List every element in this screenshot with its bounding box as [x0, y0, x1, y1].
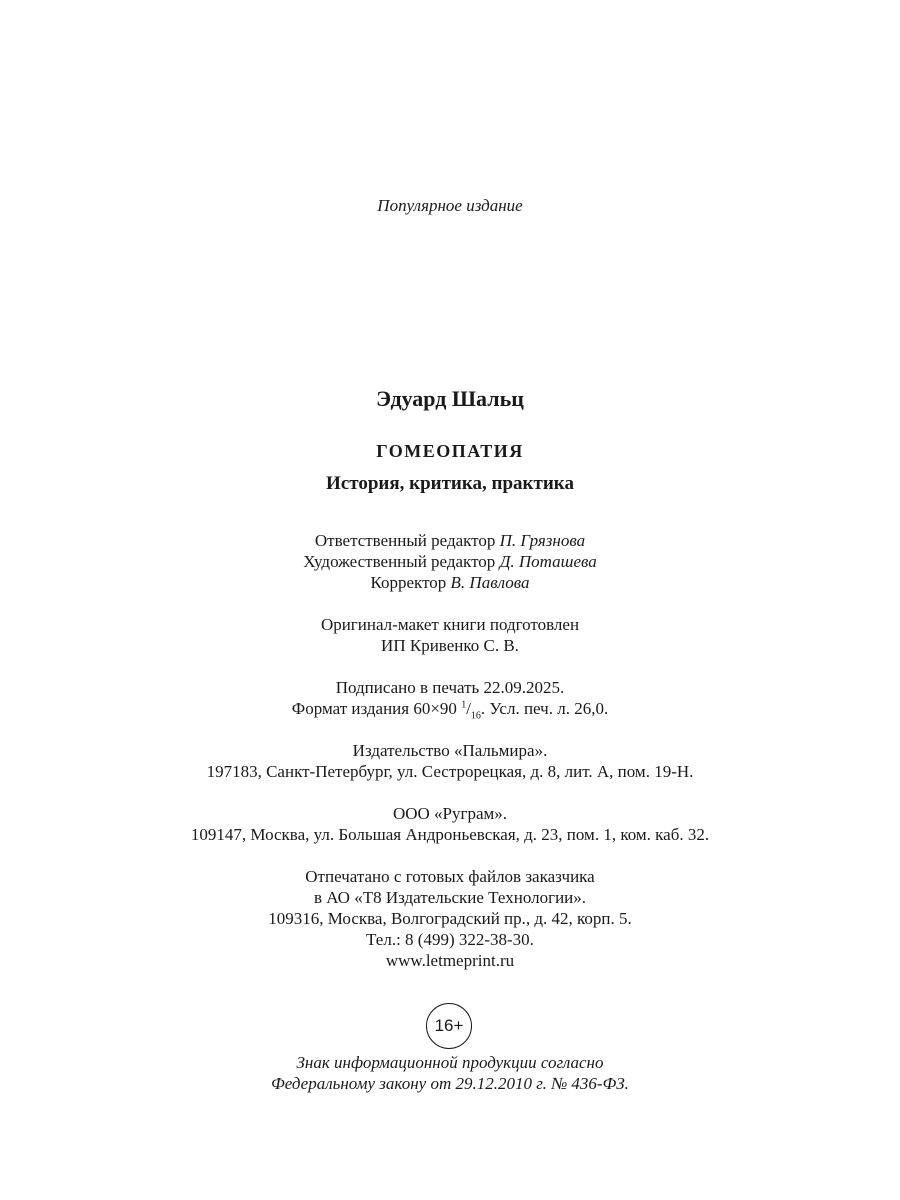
format-prefix: Формат издания 60×90: [291, 699, 462, 718]
format-fraction-denominator: 16: [470, 710, 481, 722]
printer-info: [0, 866, 900, 971]
format-suffix: . Усл. печ. л. 26,0.: [480, 699, 609, 718]
staff-name: П. Грязнова: [499, 531, 586, 550]
staff-credits: [0, 530, 900, 593]
layout-line: ИП Кривенко С. В.: [381, 636, 519, 655]
notice-line: Федеральному закону от 29.12.2010 г. № 436-ФЗ.: [271, 1074, 629, 1093]
edition-type: Популярное издание: [377, 196, 523, 215]
printer-website: www.letmeprint.ru: [385, 951, 515, 970]
publisher-address: 197183, Санкт-Петербург, ул. Сестрорецкая, д. 8, лит. А, пом. 19-Н.: [206, 762, 694, 781]
layout-line: Оригинал-макет книги подготовлен: [320, 615, 580, 634]
age-rating-badge: 16+: [426, 1003, 472, 1049]
printer-line: в АО «Т8 Издательские Технологии».: [313, 888, 587, 907]
staff-name: Д. Поташева: [499, 552, 597, 571]
printer-line: Отпечатано с готовых файлов заказчика: [305, 867, 595, 886]
book-title: ГОМЕОПАТИЯ: [376, 441, 524, 461]
legal-notice: [0, 1052, 900, 1094]
signed-date: Подписано в печать 22.09.2025.: [335, 678, 565, 697]
publisher-info: [0, 740, 900, 782]
printer-phone: Тел.: 8 (499) 322-38-30.: [366, 930, 534, 949]
staff-line: [0, 551, 900, 572]
publisher-name: Издательство «Пальмира».: [352, 741, 548, 760]
distributor-info: [0, 803, 900, 845]
distributor-address: 109147, Москва, ул. Большая Андроньевская, д. 23, пом. 1, ком. каб. 32.: [190, 825, 710, 844]
layout-credit: [0, 614, 900, 656]
staff-role: Ответственный редактор: [314, 531, 500, 550]
format-fraction-numerator: 1: [461, 699, 467, 711]
staff-name: В. Павлова: [450, 573, 530, 592]
staff-line: [0, 572, 900, 593]
printing-info: [0, 677, 900, 722]
author-name: Эдуард Шальц: [376, 386, 524, 411]
staff-role: Корректор: [370, 573, 451, 592]
printer-address: 109316, Москва, Волгоградский пр., д. 42, корп. 5.: [268, 909, 632, 928]
notice-line: Знак информационной продукции согласно: [296, 1053, 604, 1072]
staff-role: Художественный редактор: [303, 552, 500, 571]
book-subtitle: История, критика, практика: [326, 473, 574, 494]
format-line: Формат издания 60×90 $^1/_{16}$. Усл. печ. л. 26,0.: [291, 699, 609, 722]
distributor-name: ООО «Руграм».: [392, 804, 508, 823]
staff-line: [0, 530, 900, 551]
